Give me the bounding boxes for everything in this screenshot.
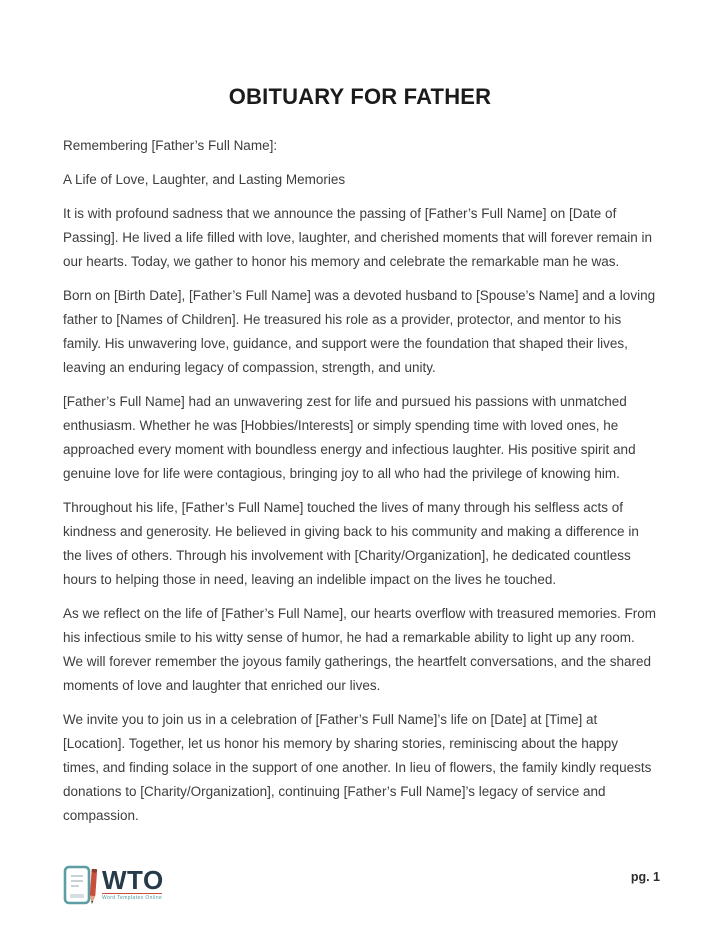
paragraph-family-life: Born on [Birth Date], [Father’s Full Name] was a devoted husband to [Spouse’s Name] and a loving father to [Names of Children]. He treasured his role as a provider, protector, and mentor to his family. His unwavering love, guidance, and support were the foundation that shaped their lives, leaving an enduring legacy of compassion, strength, and unity. (63, 288, 656, 375)
logo-text: WTO (102, 865, 164, 895)
intro-line-remembering: Remembering [Father’s Full Name]: (63, 138, 278, 153)
paragraph-community-service: Throughout his life, [Father’s Full Name] touched the lives of many through his selfless acts of kindness and generosity. He believed in giving back to his community and making a difference in the lives of others. Through his involvement with [Charity/Organization], he dedicated countless hours to helping those in need, leaving an indelible impact on the lives he touched. (63, 500, 639, 587)
paragraph-memories: As we reflect on the life of [Father’s Full Name], our hearts overflow with treasured memories. From his infectious smile to his witty sense of humor, he had a remarkable ability to light up any room. We will forever remember the joyous family gatherings, the heartfelt conversations, and the shared moments of love and laughter that enriched our lives. (63, 606, 656, 693)
wto-logo (63, 864, 164, 915)
paragraph-passing-announcement: It is with profound sadness that we announce the passing of [Father’s Full Name] on [Date of Passing]. He lived a life filled with love, laughter, and cherished moments that will forever remain in our hearts. Today, we gather to honor his memory and celebrate the remarkable man he was. (63, 206, 653, 269)
paragraph-celebration-invite: We invite you to join us in a celebration of [Father’s Full Name]’s life on [Date] at [Time] at [Location]. Together, let us honor his memory by sharing stories, reminiscing about the happy times, and finding solace in the support of one another. In lieu of flowers, the family kindly requests donations to [Charity/Organization], continuing [Father’s Full Name]’s legacy of service and compassion. (63, 712, 652, 823)
page-title: OBITUARY FOR FATHER (228, 84, 492, 109)
page-footer (63, 864, 660, 915)
intro-line-subtitle: A Life of Love, Laughter, and Lasting Memories (63, 172, 346, 187)
logo-tagline: Word Templates Online (102, 895, 163, 901)
document-pen-logo-icon (63, 864, 99, 915)
logo-text-block (102, 864, 164, 901)
page-number: pg. 1 (630, 870, 660, 884)
paragraph-zest-for-life: [Father’s Full Name] had an unwavering zest for life and pursued his passions with unmatched enthusiasm. Whether he was [Hobbies/Interests] or simply spending time with loved ones, he approached every moment with boundless energy and infectious laughter. His positive spirit and genuine love for life were contagious, bringing joy to all who had the privilege of knowing him. (63, 394, 636, 481)
